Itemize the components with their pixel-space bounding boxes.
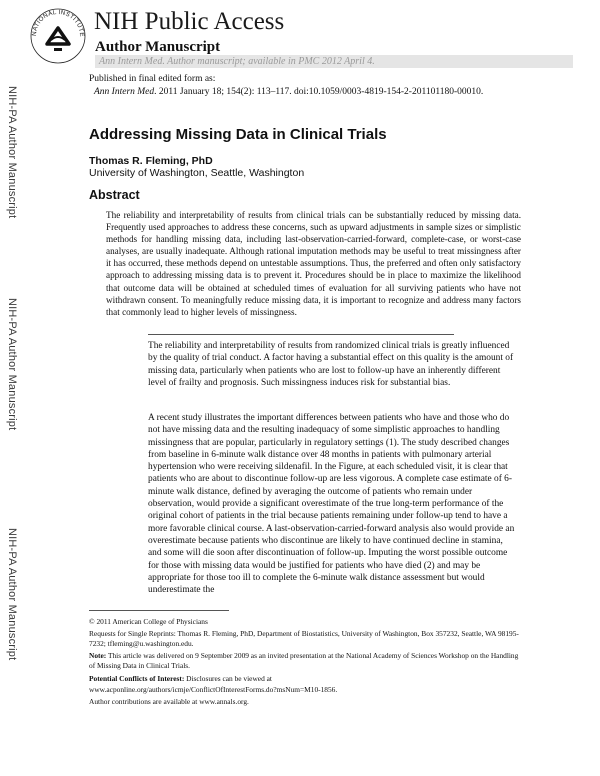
note-label: Note: bbox=[89, 651, 107, 660]
journal-name: Ann Intern Med bbox=[94, 87, 155, 97]
article-title: Addressing Missing Data in Clinical Trials bbox=[89, 126, 387, 143]
conflicts-text: Disclosures can be viewed at bbox=[184, 674, 272, 683]
article-author: Thomas R. Fleming, PhD bbox=[89, 155, 213, 167]
reprint-request: Requests for Single Reprints: Thomas R. Fleming, PhD, Department of Biostatistics, University of Washington, Box 357232, Seattle, WA 98195-7232; tfleming@u.washington.edu. bbox=[89, 629, 519, 648]
logo-text: NATIONAL INSTITUTE bbox=[30, 8, 86, 38]
header-bar bbox=[95, 55, 573, 68]
header-subtitle: Author Manuscript bbox=[95, 39, 221, 55]
citation-details: . 2011 January 18; 154(2): 113–117. doi:10.1059/0003-4819-154-2-201101180-00010. bbox=[154, 87, 484, 97]
presentation-note bbox=[89, 651, 521, 670]
conflicts-label: Potential Conflicts of Interest: bbox=[89, 674, 185, 683]
header-title: NIH Public Access bbox=[94, 8, 285, 35]
nih-logo bbox=[28, 4, 88, 64]
published-label: Published in final edited form as: bbox=[89, 74, 216, 84]
side-label-1: NIH-PA Author Manuscript bbox=[6, 86, 18, 219]
body-paragraph-1: The reliability and interpretability of results from randomized clinical trials is greatly influenced by the quality of trial conduct. A factor having a substantial effect on this quality is the amount of missing data, particularly when patients who are lost to follow-up have an inherently different level of frailty and prognosis. Such missingness induces risk for substantial bias. bbox=[148, 341, 514, 388]
body-paragraph-2: A recent study illustrates the important differences between patients who have and those who do not have missing data and the resulting inadequacy of some simplistic approaches to handling missingness that are popular, particularly in regulatory settings (1). The study described changes from baseline in 6-minute walk distance over 48 months in patients with pulmonary arterial hypertension who were receiving sildenafil. In the Figure, at each scheduled visit, it is clear that patients who are about to discontinue follow-up are less vigorous. A complete case estimate of 6-minute walk distance, defined by averaging the outcome of patients who remain under observation, would provide a significant overestimate of the true long-term performance of the original cohort of patients in the trial because patients remaining under follow-up tend to have a more favorable clinical course. A last-observation-carried-forward analysis also would provide an overestimate because patients who discontinue are likely to have continued decline in stamina, and some will die soon after discontinuation of follow-up. Imputing the worst possible outcome for those with missing data would be justified for patients who have died (2) and may be appropriate for those too ill to complete the 6-minute walk distance assessment but would underestimate the bbox=[148, 413, 515, 596]
copyright-note: © 2011 American College of Physicians bbox=[89, 617, 208, 626]
availability-text: Ann Intern Med. Author manuscript; available in PMC 2012 April 4. bbox=[99, 56, 375, 67]
conflicts-link[interactable]: www.acponline.org/authors/icmje/ConflictOfInterestForms.do?msNum=M10-1856. bbox=[89, 685, 338, 694]
conflicts-note bbox=[89, 674, 521, 684]
side-label-3: NIH-PA Author Manuscript bbox=[6, 528, 18, 661]
abstract-heading: Abstract bbox=[89, 188, 140, 202]
citation-line bbox=[94, 86, 483, 98]
note-text: This article was delivered on 9 September 2009 as an invited presentation at the National Academy of Sciences Workshop on the Handling of Missing Data in Clinical Trials. bbox=[89, 651, 519, 670]
footnote-divider bbox=[89, 610, 229, 611]
contributions-note: Author contributions are available at www.annals.org. bbox=[89, 697, 249, 706]
section-divider bbox=[148, 334, 454, 335]
side-label-2: NIH-PA Author Manuscript bbox=[6, 298, 18, 431]
abstract-text: The reliability and interpretability of results from clinical trials can be substantially reduced by missing data. Frequently used approaches to address these concerns, such as upward adjustments in sample sizes or simplistic methods for handling missing data, including last-observation-carried-forward, complete-case, or worst-case analyses, are usually inadequate. Although rational imputation methods may be useful to treat missingness after it has occurred, these methods depend on untestable assumptions. Thus, the preferred and often only satisfactory approach to addressing missing data is to prevent it. Procedures should be in place to maximize the likelihood that outcome data will be obtained at scheduled times of evaluation for all surviving patients who have not withdrawn consent. To meaningfully reduce missing data, it is important to recognize and address many factors that commonly lead to higher levels of missingness. bbox=[106, 210, 521, 317]
author-affiliation: University of Washington, Seattle, Washington bbox=[89, 167, 305, 179]
